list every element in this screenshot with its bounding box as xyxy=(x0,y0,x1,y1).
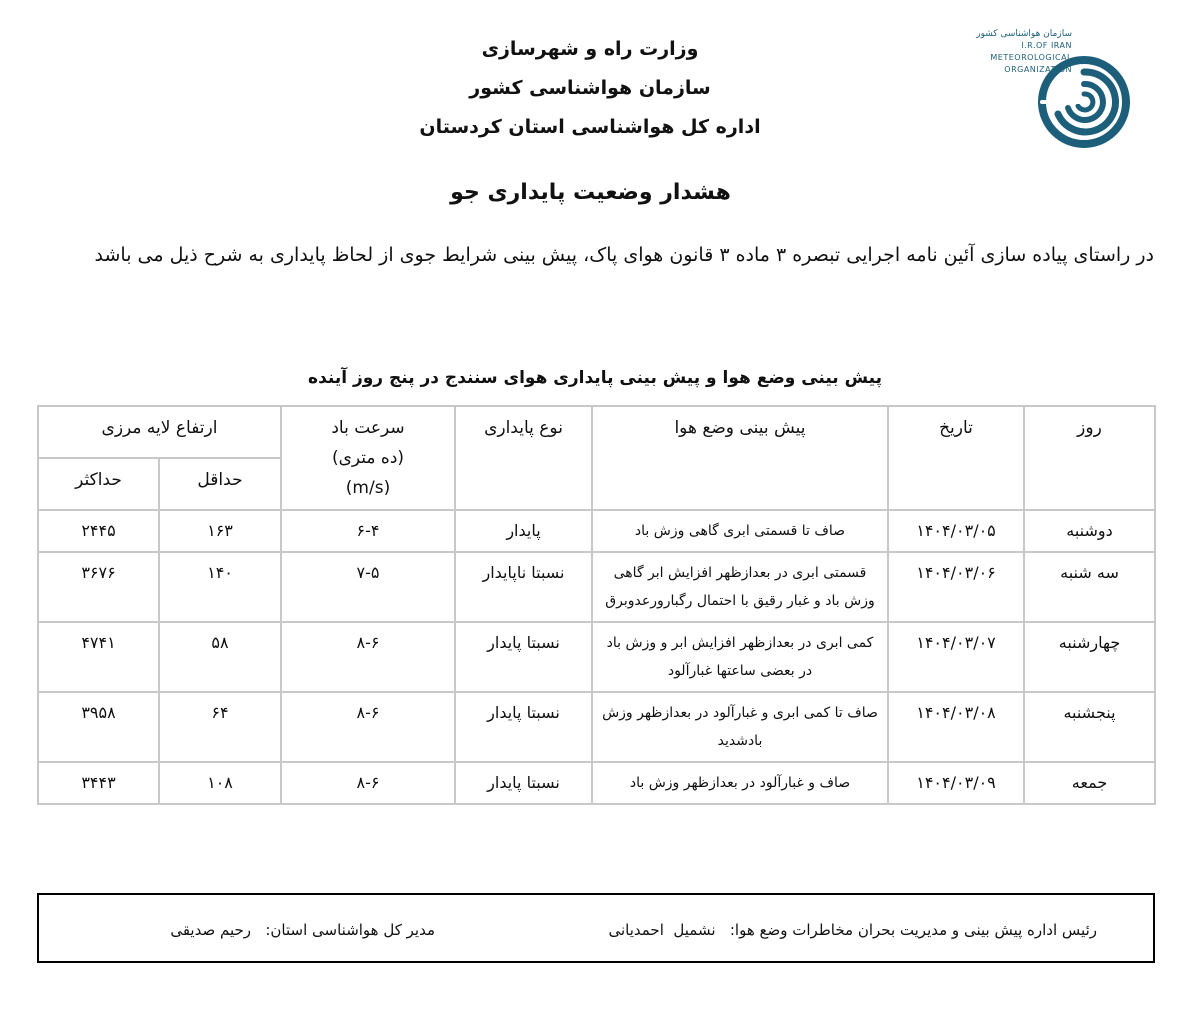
organization-name: سازمان هواشناسی کشور xyxy=(469,77,711,99)
cell-max: ۳۹۵۸ xyxy=(38,692,159,762)
header-date: تاریخ xyxy=(888,406,1024,510)
header-wind-line: (m/s) xyxy=(345,478,391,498)
cell-max: ۴۷۴۱ xyxy=(38,622,159,692)
header-wind-line: (ده متری) xyxy=(331,448,405,468)
cell-weather: قسمتی ابری در بعدازظهر افزایش ابر گاهی وزش باد و غبار رقیق با احتمال رگبارورعدوبرق xyxy=(592,552,888,622)
cell-weather: صاف تا قسمتی ابری گاهی وزش باد xyxy=(592,510,888,552)
page-title: هشدار وضعیت پایداری جو xyxy=(450,180,731,205)
cell-weather: کمی ابری در بعدازظهر افزایش ابر و وزش باد در بعضی ساعتها غبارآلود xyxy=(592,622,888,692)
header-day: روز xyxy=(1024,406,1155,510)
cell-weather: صاف و غبارآلود در بعدازظهر وزش باد xyxy=(592,762,888,804)
forecast-head-title: رئیس اداره پیش بینی و مدیریت بحران مخاطرات وضع هوا: xyxy=(729,921,1097,939)
cell-stability: پایدار xyxy=(455,510,592,552)
logo-text-english: ORGANIZATION xyxy=(1004,65,1072,74)
cell-day: چهارشنبه xyxy=(1024,622,1155,692)
cell-date: ۱۴۰۴/۰۳/۰۸ xyxy=(888,692,1024,762)
intro-paragraph: در راستای پیاده سازی آئین نامه اجرایی تبصره ۳ ماده ۳ قانون هوای پاک، پیش بینی شرایط جوی از لحاظ پایداری به شرح ذیل می باشد xyxy=(94,244,1154,266)
cell-day: دوشنبه xyxy=(1024,510,1155,552)
cell-day: پنجشنبه xyxy=(1024,692,1155,762)
cell-date: ۱۴۰۴/۰۳/۰۶ xyxy=(888,552,1024,622)
cell-wind: ۷-۵ xyxy=(281,552,455,622)
cell-date: ۱۴۰۴/۰۳/۰۵ xyxy=(888,510,1024,552)
meteorological-organization-logo xyxy=(962,24,1130,152)
cell-min: ۶۴ xyxy=(159,692,281,762)
forecast-head-name: نشمیل احمدیانی xyxy=(608,921,716,939)
cell-stability: نسبتا پایدار xyxy=(455,622,592,692)
department-name: اداره کل هواشناسی استان کردستان xyxy=(419,116,761,138)
cell-max: ۳۶۷۶ xyxy=(38,552,159,622)
cell-day: جمعه xyxy=(1024,762,1155,804)
forecast-table xyxy=(37,405,1156,805)
forecast-head-signature xyxy=(608,921,1097,939)
cell-max: ۲۴۴۵ xyxy=(38,510,159,552)
header-min: حداقل xyxy=(159,458,281,510)
director-signature xyxy=(170,921,435,939)
header-boundary-layer: ارتفاع لایه مرزی xyxy=(38,406,281,458)
table-row xyxy=(38,552,1155,622)
cell-wind: ۶-۴ xyxy=(281,510,455,552)
cell-min: ۱۶۳ xyxy=(159,510,281,552)
cell-stability: نسبتا پایدار xyxy=(455,762,592,804)
header-max: حداکثر xyxy=(38,458,159,510)
header-wind-speed xyxy=(281,406,455,510)
table-row xyxy=(38,622,1155,692)
cell-stability: نسبتا ناپایدار xyxy=(455,552,592,622)
cell-min: ۱۴۰ xyxy=(159,552,281,622)
table-row xyxy=(38,762,1155,804)
cell-stability: نسبتا پایدار xyxy=(455,692,592,762)
cell-wind: ۸-۶ xyxy=(281,762,455,804)
cell-min: ۱۰۸ xyxy=(159,762,281,804)
letterhead xyxy=(380,30,800,147)
table-row xyxy=(38,692,1155,762)
ministry-name: وزارت راه و شهرسازی xyxy=(481,38,699,60)
signature-box xyxy=(37,893,1155,963)
cell-day: سه شنبه xyxy=(1024,552,1155,622)
cell-wind: ۸-۶ xyxy=(281,622,455,692)
cell-weather: صاف تا کمی ابری و غبارآلود در بعدازظهر وزش بادشدید xyxy=(592,692,888,762)
director-name: رحیم صدیقی xyxy=(170,921,252,939)
logo-text-english: I.R.OF IRAN xyxy=(1021,41,1072,50)
logo-text-persian: سازمان هواشناسی کشور xyxy=(976,29,1072,39)
header-stability: نوع پایداری xyxy=(455,406,592,510)
cell-max: ۳۴۴۳ xyxy=(38,762,159,804)
header-weather: پیش بینی وضع هوا xyxy=(592,406,888,510)
cell-min: ۵۸ xyxy=(159,622,281,692)
director-title: مدیر کل هواشناسی استان: xyxy=(265,921,435,939)
header-wind-line: سرعت باد xyxy=(331,418,405,438)
table-caption: پیش بینی وضع هوا و پیش بینی پایداری هوای سنندج در پنج روز آینده xyxy=(308,368,882,388)
table-row xyxy=(38,510,1155,552)
logo-text-english: METEOROLOGICAL xyxy=(990,53,1072,62)
cell-date: ۱۴۰۴/۰۳/۰۹ xyxy=(888,762,1024,804)
cell-wind: ۸-۶ xyxy=(281,692,455,762)
cell-date: ۱۴۰۴/۰۳/۰۷ xyxy=(888,622,1024,692)
